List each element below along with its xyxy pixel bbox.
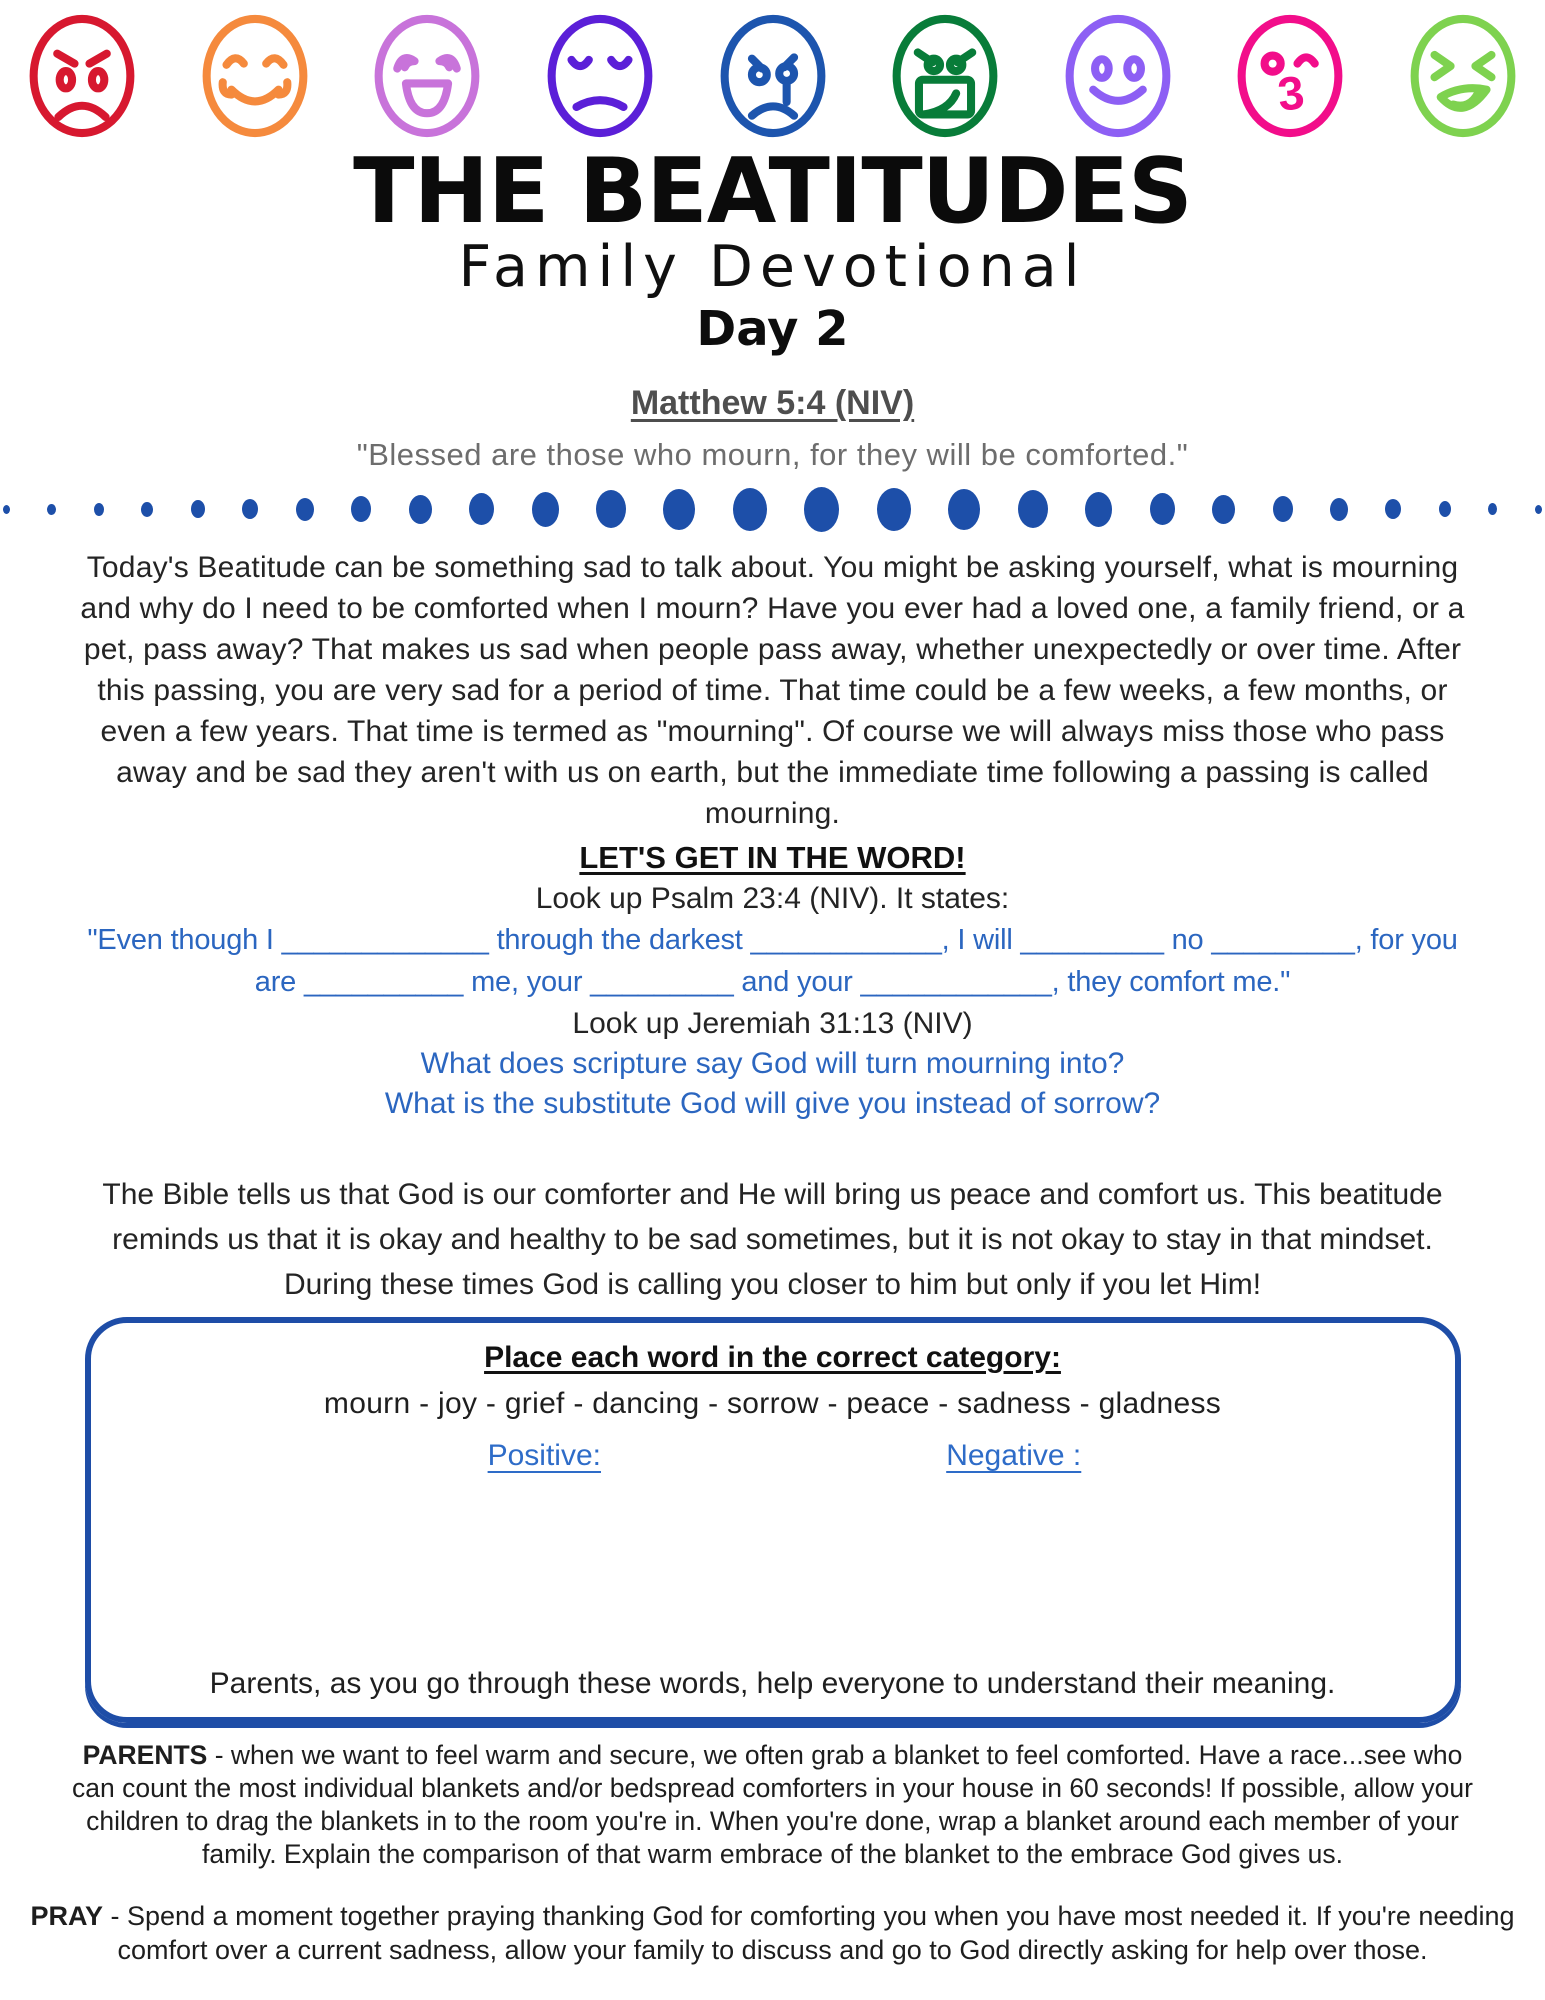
- divider-dot: [1488, 503, 1497, 515]
- divider-dot: [1330, 498, 1348, 521]
- header: [0, 139, 1545, 473]
- divider-dot: [1085, 492, 1112, 527]
- pray-text: - Spend a moment together praying thanking God for comforting you when you have most needed it. If you're needing comfort over a current sadness, allow your family to discuss and go to God directly asking for help over those.: [103, 1901, 1515, 1965]
- parents-label: PARENTS: [82, 1740, 208, 1770]
- divider-dot: [1150, 493, 1175, 525]
- divider-dot: [141, 502, 153, 517]
- divider-dot: [663, 489, 695, 530]
- negative-category-label: Negative :: [946, 1439, 1082, 1472]
- divider-dot: [596, 490, 626, 528]
- divider-dot: [1212, 495, 1235, 524]
- pray-label: PRAY: [30, 1901, 104, 1931]
- angry-censored-face-icon: [883, 6, 1007, 146]
- category-labels: [121, 1439, 1425, 1479]
- divider-dot: [409, 495, 432, 524]
- divider-dot: [94, 503, 104, 516]
- kissing-face-icon: [1228, 6, 1352, 146]
- unamused-face-icon: [538, 6, 662, 146]
- psalm-prompt: Look up Psalm 23:4 (NIV). It states:: [535, 882, 1010, 915]
- page-subtitle: Family Devotional: [458, 234, 1087, 300]
- divider-dot: [47, 504, 56, 515]
- svg-text:3: 3: [1275, 65, 1308, 121]
- divider-dot: [532, 492, 559, 527]
- parents-text: - when we want to feel warm and secure, we often grab a blanket to feel comforted. Have a race...see who can count the most individual blankets and/or bedspread comforters in your house in 60 seconds! If possible, allow your children to drag the blankets in to the room you're in. When you're done, wrap a blanket around each member of your family. Explain the comparison of that warm embrace of the blanket to the embrace God gives us.: [72, 1740, 1473, 1869]
- angry-face-icon: [20, 6, 144, 146]
- divider-dot: [1018, 490, 1048, 528]
- divider-dot: [1385, 499, 1401, 519]
- day-label: Day 2: [696, 301, 849, 357]
- crying-face-icon: [711, 6, 835, 146]
- divider-dot: [242, 499, 258, 519]
- verse-reference: Matthew 5:4 (NIV): [630, 384, 915, 422]
- positive-category-label: Positive:: [487, 1439, 601, 1472]
- page-title: THE BEATITUDES: [353, 139, 1192, 244]
- comfort-paragraph: The Bible tells us that God is our comforter and He will bring us peace and comfort us. This beatitude reminds us that it is okay and healthy to be sad sometimes, but it is not okay to stay in that mindset. During these times God is calling you closer to him but only if you let Him!: [102, 1178, 1443, 1301]
- divider-dot: [351, 496, 371, 522]
- emoji-faces-row: [0, 0, 1545, 148]
- parents-activity-paragraph: [63, 1739, 1483, 1871]
- divider-dot: [1535, 505, 1542, 514]
- divider-dot: [3, 505, 10, 514]
- divider-dot: [804, 487, 839, 532]
- dots-divider: [0, 485, 1545, 533]
- smiling-face-icon: [1056, 6, 1180, 146]
- psalm-fill-line-1: "Even though I _____________ through the darkest ____________, I will _________ no _________, for you: [87, 924, 1458, 956]
- category-box-heading: Place each word in the correct category:: [484, 1341, 1061, 1374]
- word-section-heading: LET'S GET IN THE WORD!: [579, 840, 966, 875]
- jeremiah-prompt: Look up Jeremiah 31:13 (NIV): [572, 1007, 973, 1040]
- divider-dot: [469, 493, 494, 525]
- category-word-list: mourn - joy - grief - dancing - sorrow - peace - sadness - gladness: [323, 1387, 1222, 1420]
- divider-dot: [877, 488, 911, 531]
- pray-paragraph: [8, 1899, 1538, 1967]
- verse-quote: "Blessed are those who mourn, for they will be comforted.": [356, 437, 1189, 472]
- divider-dot: [948, 489, 980, 530]
- question-sorrow: What is the substitute God will give you instead of sorrow?: [384, 1087, 1161, 1120]
- divider-dot: [191, 500, 205, 518]
- category-box-footer: Parents, as you go through these words, help everyone to understand their meaning.: [209, 1667, 1336, 1700]
- divider-dot: [296, 498, 314, 521]
- content-smile-face-icon: [193, 6, 317, 146]
- divider-dot: [1273, 496, 1293, 522]
- intro-paragraph: Today's Beatitude can be something sad to talk about. You might be asking yourself, what is mourning and why do I need to be comforted when I mourn? Have you ever had a loved one, a family friend, or a pet, pass away? That makes us sad when people pass away, whether unexpectedly or over time. After this passing, you are very sad for a period of time. That time could be a few weeks, a few months, or even a few years. That time is termed as "mourning". Of course we will always miss those who pass away and be sad they aren't with us on earth, but the immediate time following a passing is called mourning.: [80, 551, 1465, 830]
- psalm-fill-in: [0, 919, 1545, 1003]
- divider-dot: [1439, 501, 1451, 517]
- word-category-box: [85, 1317, 1461, 1723]
- laughing-face-icon: [365, 6, 489, 146]
- squinting-laugh-face-icon: [1401, 6, 1525, 146]
- question-mourning: What does scripture say God will turn mourning into?: [420, 1047, 1125, 1080]
- category-answer-space: [121, 1479, 1425, 1665]
- divider-dot: [733, 488, 767, 531]
- psalm-fill-line-2: are __________ me, your _________ and your ____________, they comfort me.": [254, 966, 1291, 998]
